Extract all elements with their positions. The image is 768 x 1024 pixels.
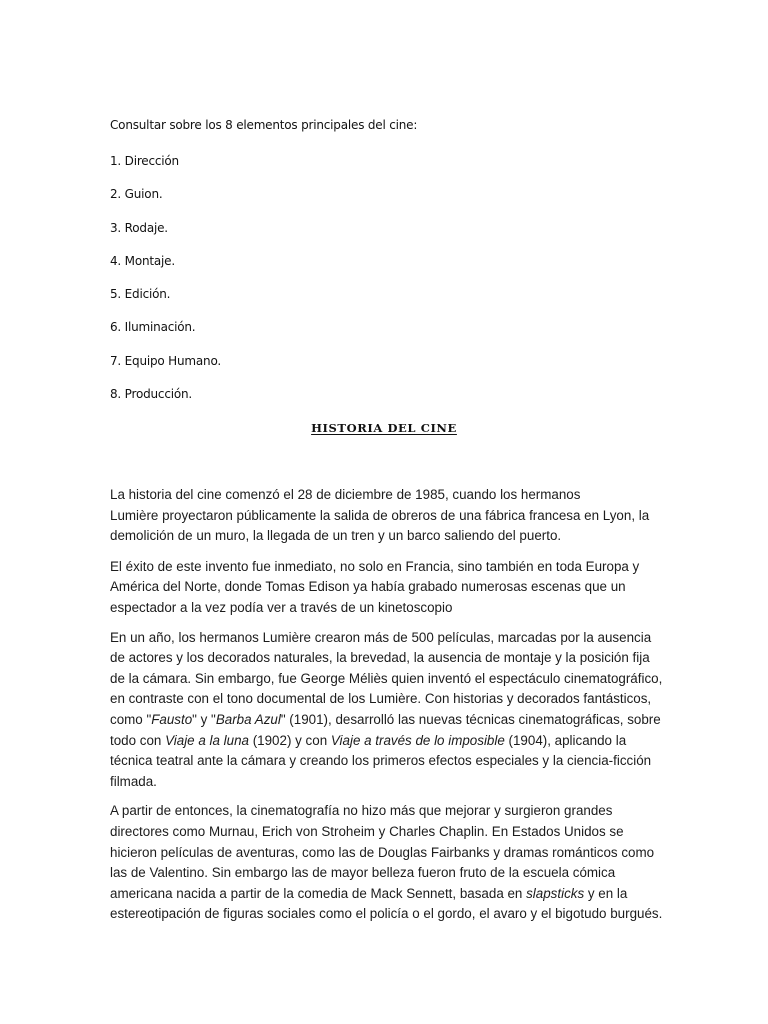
paragraph: El éxito de este invento fue inmediato, no solo en Francia, sino también en toda Europa y América del Norte, donde Tomas Edison ya había grabado numerosas escenas que un espectador a la vez podía ver a través de un kinetoscopio	[110, 558, 640, 615]
paragraph-text: Lumière proyectaron públicamente la salida de obreros de una fábrica francesa en Lyon, la demolición de un muro, la llegada de un tren y un barco saliendo del puerto.	[110, 507, 650, 544]
section-title: HISTORIA DEL CINE	[311, 421, 457, 435]
list-item: 7. Equipo Humano.	[110, 353, 221, 368]
film-title: Viaje a la luna	[165, 732, 249, 748]
list-item: 4. Montaje.	[110, 253, 175, 268]
paragraph	[110, 628, 665, 793]
film-title: Barba Azul	[215, 711, 281, 727]
elements-section	[110, 119, 670, 421]
paragraph-text: (1902) y con	[248, 732, 331, 748]
list-item: 3. Rodaje.	[110, 220, 168, 235]
paragraph-text: En un año, los hermanos Lumière crearon más de 500 películas, marcadas por la ausencia de actores y los decorados naturales, la brevedad, la ausencia de montaje y la posición fija de la cámara. Sin embargo, fue George Méliès quien inventó el espectáculo cinematográfico, en contraste con el tono documental de los Lumière. Con historias y decorados fantásticos, como "	[110, 629, 663, 727]
paragraph-text: A partir de entonces, la cinematografía no hizo más que mejorar y surgieron grandes directores como Murnau, Erich von Stroheim y Charles Chaplin. En Estados Unidos se hicieron películas de aventuras, como las de Douglas Fairbanks y dramas románticos como las de Valentino. Sin embargo las de mayor belleza fueron fruto de la escuela cómica americana nacida a partir de la comedia de Mack Sennett, basada en	[110, 803, 655, 901]
term: slapsticks	[526, 885, 585, 901]
paragraph	[110, 485, 665, 547]
list-item: 6. Iluminación.	[110, 320, 196, 335]
list-item: 8. Producción.	[110, 387, 193, 402]
list-item: 1. Dirección	[110, 154, 179, 168]
paragraph-text: " (1901), desarrolló las nuevas técnicas cinematográficas, sobre todo con	[110, 711, 661, 748]
elements-heading: Consultar sobre los 8 elementos principales del cine:	[110, 118, 418, 132]
list-item: 2. Guion.	[110, 187, 163, 202]
list-item: 5. Edición.	[110, 287, 171, 302]
elements-list	[110, 155, 670, 401]
paragraph-text: " y "	[192, 711, 216, 727]
film-title: Fausto	[151, 711, 193, 727]
paragraph-line: La historia del cine comenzó el 28 de diciembre de 1985, cuando los hermanos	[110, 487, 581, 502]
paragraph	[110, 801, 665, 925]
film-title: Viaje a través de lo imposible	[330, 732, 505, 748]
article-body	[110, 485, 665, 934]
paragraph-text: (1904), aplicando la técnica teatral ante la cámara y creando los primeros efectos especiales y la ciencia-ficción filmada.	[110, 732, 652, 789]
paragraph-text: y en la estereotipación de figuras sociales como el policía o el gordo, el avaro y el bigotudo burgués.	[110, 885, 663, 922]
